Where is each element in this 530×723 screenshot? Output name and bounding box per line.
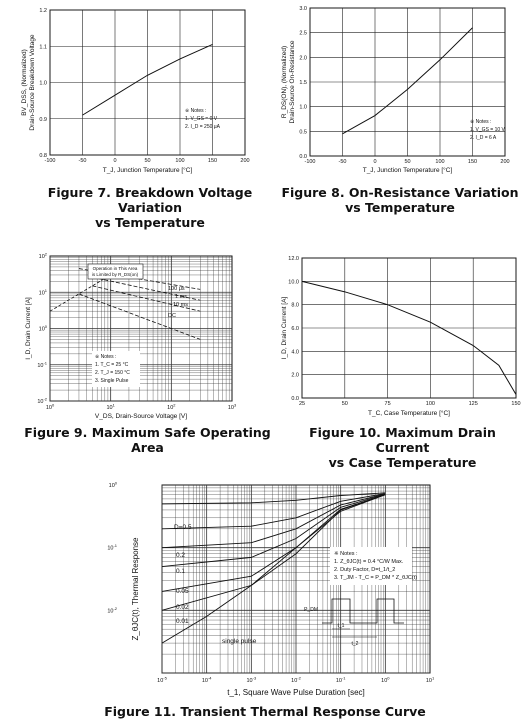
y-tick-label: 1.0 — [299, 104, 307, 111]
x-tick-label: 200 — [240, 158, 250, 164]
t1-label: t_1 — [337, 623, 345, 629]
curve-label: D=0.5 — [174, 524, 192, 531]
x-axis-label: T_J, Junction Temperature [°C] — [362, 167, 453, 174]
note-text: 2. T_J = 150 °C — [95, 370, 130, 376]
y-tick-label: 0.9 — [39, 116, 47, 123]
y-tick-label: 1.0 — [39, 80, 47, 87]
x-axis-label: T_C, Case Temperature [°C] — [368, 410, 450, 417]
figure-7-caption: Figure 7. Breakdown Voltage Variation vs Temperature — [47, 185, 253, 230]
y-tick-label: 4.0 — [291, 349, 299, 356]
curve-label: 10 ms — [173, 302, 188, 308]
x-tick-label: 150 — [511, 401, 521, 407]
curve-label: 0.01 — [176, 618, 189, 625]
x-tick-label: 50 — [144, 158, 151, 164]
x-tick-label: $10^2$ — [167, 402, 176, 411]
x-tick-label: -50 — [338, 159, 347, 165]
x-tick-label: 50 — [404, 159, 411, 165]
note-text: ※ Notes : — [334, 551, 358, 557]
y-axis-label: Z_θJC(t), Thermal Response — [131, 537, 140, 641]
chart-9 — [25, 252, 237, 421]
x-tick-label: $10^1$ — [425, 675, 435, 684]
curve-label: 0.1 — [176, 568, 186, 575]
y-tick-label: $10^0$ — [38, 324, 47, 333]
x-tick-label: $10^{-5}$ — [157, 675, 167, 684]
y-tick-label: 0.5 — [299, 129, 307, 136]
y-tick-label: 0.0 — [291, 396, 299, 402]
y-axis-label: I_D, Drain Current [A] — [281, 296, 288, 360]
note-text: ※ Notes : — [95, 354, 117, 360]
curve-label: 1 ms — [175, 294, 187, 300]
x-tick-label: 75 — [384, 401, 391, 407]
y-tick-label: $10^0$ — [108, 480, 117, 489]
y-tick-label: $10^{-1}$ — [37, 360, 47, 369]
x-tick-label: 100 — [175, 158, 185, 164]
curve-label: DC — [168, 313, 176, 319]
figure-9-caption: Figure 9. Maximum Safe Operating Area — [24, 425, 271, 455]
x-tick-label: $10^{-1}$ — [335, 675, 346, 684]
figure-8-caption: Figure 8. On-Resistance Variation vs Temperature — [281, 185, 519, 215]
x-tick-label: $10^{-2}$ — [291, 675, 301, 684]
x-tick-label: 25 — [298, 401, 306, 407]
curve-label: 0.05 — [176, 588, 189, 595]
y-tick-label: 3.0 — [299, 6, 307, 12]
y-tick-label: 1.1 — [39, 44, 47, 51]
note-text: 1. T_C = 25 °C — [95, 362, 129, 368]
curve-label: single pulse — [222, 638, 257, 645]
y-tick-label: 6.0 — [291, 326, 299, 332]
x-tick-label: 100 — [435, 159, 445, 165]
note-text: 2. I_D = 6 A — [470, 135, 497, 141]
x-axis-label: T_J, Junction Temperature [°C] — [102, 167, 193, 174]
y-tick-label: 2.0 — [299, 55, 307, 62]
y-axis-label: R_DS(ON), (Normalized) — [281, 45, 288, 119]
x-tick-label: 150 — [207, 158, 218, 164]
curve-label: 100 μs — [168, 286, 185, 292]
note-text: 1. V_GS = 10 V — [470, 127, 505, 133]
y-axis-sublabel: Drain-Source Breakdown Voltage — [29, 34, 36, 131]
y-tick-label: 0.0 — [299, 154, 307, 160]
y-tick-label: 10.0 — [288, 279, 299, 286]
x-axis-label: V_DS, Drain-Source Voltage [V] — [94, 413, 188, 420]
note-text: 3. T_JM - T_C = P_DM * Z_θJC(t) — [334, 575, 418, 581]
x-tick-label: $10^0$ — [45, 402, 55, 411]
y-tick-label: $10^1$ — [38, 287, 47, 297]
y-tick-label: $10^{-2}$ — [107, 605, 117, 615]
y-tick-label: 12.0 — [288, 256, 299, 262]
note-text: 2. I_D = 250 μA — [185, 124, 220, 130]
x-tick-label: 0 — [113, 158, 117, 164]
y-tick-label: 1.5 — [299, 80, 307, 86]
x-tick-label: 0 — [373, 159, 377, 165]
x-tick-label: $10^1$ — [106, 402, 115, 411]
figure-11-caption: Figure 11. Transient Thermal Response Curve — [104, 704, 426, 719]
x-axis-label: t_1, Square Wave Pulse Duration [sec] — [227, 688, 365, 697]
x-tick-label: $10^{-3}$ — [246, 675, 257, 684]
y-tick-label: $10^{-2}$ — [37, 396, 47, 405]
y-tick-label: 8.0 — [291, 302, 299, 309]
chart-11 — [107, 481, 435, 698]
annotation-text: Operation in This Area — [92, 266, 138, 271]
chart-7 — [21, 8, 250, 174]
x-tick-label: -100 — [304, 159, 316, 165]
x-tick-label: 50 — [341, 401, 348, 407]
y-axis-label: I_D, Drain Current [A] — [25, 297, 32, 360]
x-tick-label: 200 — [500, 159, 510, 165]
y-tick-label: 0.8 — [39, 153, 47, 159]
x-tick-label: $10^3$ — [227, 402, 237, 411]
x-tick-label: $10^{-4}$ — [201, 675, 212, 684]
x-tick-label: 125 — [468, 401, 478, 407]
x-tick-label: -50 — [78, 158, 87, 164]
y-tick-label: $10^{-1}$ — [107, 543, 117, 552]
x-tick-label: $10^0$ — [381, 675, 390, 684]
x-tick-label: -100 — [44, 158, 56, 164]
y-axis-sublabel: Drain-Source On-Resistance — [289, 40, 296, 124]
y-tick-label: 2.5 — [299, 30, 307, 37]
note-text: 1. Z_θJC(t) = 0.4 °C/W Max. — [334, 559, 404, 565]
pdm-label: P_DM — [304, 607, 318, 613]
x-tick-label: 150 — [467, 159, 478, 165]
y-tick-label: 1.2 — [39, 8, 47, 14]
note-text: ※ Notes : — [470, 119, 492, 125]
note-text: ※ Notes : — [185, 108, 207, 114]
y-tick-label: $10^2$ — [38, 251, 47, 260]
chart-8 — [281, 6, 510, 174]
curve-label: 0.02 — [176, 604, 189, 611]
curve-label: 0.2 — [176, 552, 186, 559]
x-tick-label: 100 — [425, 401, 435, 407]
note-text: 3. Single Pulse — [95, 378, 129, 384]
figure-10-caption: Figure 10. Maximum Drain Current vs Case Temperature — [309, 425, 496, 470]
note-text: 1. V_GS = 0 V — [185, 116, 218, 122]
y-tick-label: 2.0 — [291, 372, 299, 379]
y-axis-label: BV_DSS, (Normalized) — [21, 49, 28, 116]
annotation-text: is Limited by R_DS(on) — [91, 272, 139, 277]
t2-label: t_2 — [351, 641, 359, 647]
chart-10 — [281, 256, 521, 417]
note-text: 2. Duty Factor, D=t_1/t_2 — [334, 567, 396, 573]
